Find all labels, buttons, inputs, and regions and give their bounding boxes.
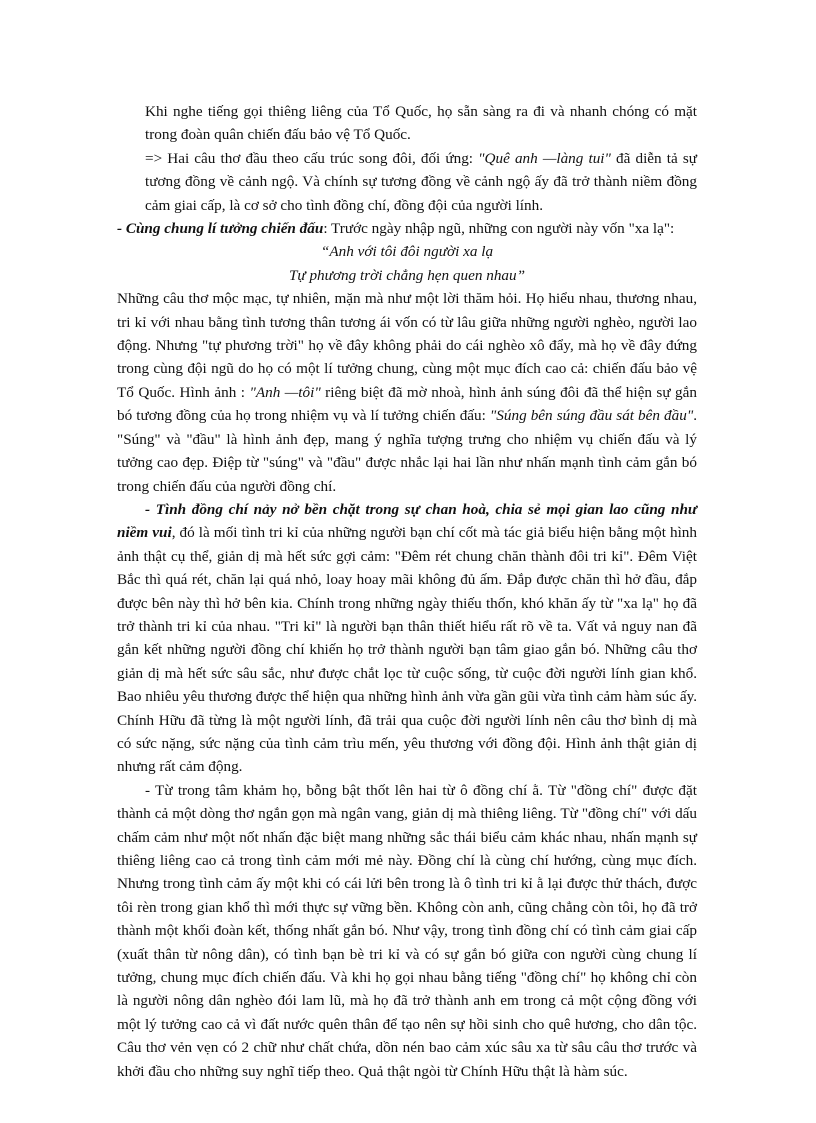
poem-line-1: “Anh với tôi đôi người xa lạ: [320, 243, 494, 261]
paragraph-2: [117, 147, 697, 217]
paragraph-1: Khi nghe tiếng gọi thiêng liêng của Tổ Quốc, họ sẵn sàng ra đi và nhanh chóng có mặt trong đoàn quân chiến đấu bảo vệ Tổ Quốc.: [145, 103, 697, 144]
section-1-text: : Trước ngày nhập ngũ, những con người này vốn "xa lạ":: [323, 220, 675, 238]
poem-line-2: Tự phương trời chẳng hẹn quen nhau”: [288, 266, 526, 284]
paragraph-3-b: riêng biệt đã mờ nhoà, hình ảnh súng đôi đã thể hiện sự gắn bó tương đồng của họ trong nhiệm vụ và lí tưởng chiến đấu:: [117, 383, 697, 425]
section-1: [117, 217, 697, 240]
section-2: [117, 498, 697, 779]
paragraph-2-rest: đã diễn tả sự tương đồng về cảnh ngộ. Và chính sự tương đồng về cảnh ngộ ấy đã trở thành niềm đồng cảm giai cấp, là cơ sở cho tình đồng chí, đồng đội của người lính.: [145, 149, 697, 214]
document-page: [117, 100, 697, 1083]
paragraph-3-emphasis-1: "Anh —tôi": [249, 383, 321, 401]
section-2-text: , đó là mối tình tri kỉ của những người bạn chí cốt mà tác giả biểu hiện bằng một hình ảnh thật cụ thể, giản dị mà hết sức gợi cảm: "Đêm rét chung chăn thành đôi tri kỉ". Đêm Việt Bắc thì quá rét, chăn lại quá nhỏ, loay hoay mãi không đủ ấm. Đắp được chăn thì hở đầu, đắp được bên này thì hở bên kia. Chính trong những ngày thiếu thốn, khó khăn ấy từ "xa lạ" họ đã trở thành tri kỉ của nhau. "Tri kỉ" là người bạn thân thiết hiểu rất rõ về ta. Vất vả nguy nan đã gắn kết những người đồng chí khiến họ trở thành người bạn tâm giao gắn bó. Những câu thơ giản dị mà hết sức sâu sắc, như được chắt lọc từ cuộc sống, từ cuộc đời người lính gian khổ. Bao nhiêu yêu thương được thể hiện qua những hình ảnh vừa gần gũi vừa tình cảm hàm súc ấy. Chính Hữu đã từng là một người lính, đã trải qua cuộc đời người lính nên câu thơ bình dị mà có sức nặng, sức nặng của tình cảm trìu mến, yêu thương với đồng đội. Hình ảnh thật giản dị nhưng rất cảm động.: [117, 524, 697, 776]
paragraph-2-prefix: => Hai câu thơ đầu theo cấu trúc song đôi, đối ứng:: [145, 149, 479, 167]
paragraph-3-a: Những câu thơ mộc mạc, tự nhiên, mặn mà như một lời thăm hỏi. Họ hiểu nhau, thương nhau, tri kỉ với nhau bằng tình tương thân tương ái vốn có từ lâu giữa những người nghèo, người lao động. Nhưng "tự phương trời" họ về đây không phải do cái nghèo xô đẩy, mà họ về đây đứng trong cùng đội ngũ do họ có một lí tưởng chung, cùng một mục đích cao cả: chiến đấu bảo vệ Tổ Quốc. Hình ảnh :: [117, 290, 697, 401]
section-2-heading: - Tình đồng chí nảy nở bền chặt trong sự chan hoà, chia sẻ mọi gian lao cũng như niềm vui: [117, 500, 697, 542]
paragraph-3-emphasis-2: "Súng bên súng đầu sát bên đầu": [489, 407, 694, 425]
section-1-heading: - Cùng chung lí tưởng chiến đấu: [117, 220, 324, 238]
paragraph-2-quote: "Quê anh —làng tui": [478, 149, 611, 167]
paragraph-3-c: . "Súng" và "đầu" là hình ảnh đẹp, mang ý nghĩa tượng trưng cho nhiệm vụ chiến đấu và lý tưởng cao đẹp. Điệp từ "súng" và "đầu" được nhắc lại hai lần như nhấn mạnh tình cảm gắn bó trong chiến đấu của người đồng chí.: [117, 407, 697, 495]
paragraph-5: - Từ trong tâm khảm họ, bỗng bật thốt lên hai từ ô đồng chí ằ. Từ "đồng chí" được đặt thành cả một dòng thơ ngắn gọn mà ngân vang, giản dị mà thiêng liêng. Từ "đồng chí" với dấu chấm cảm như một nốt nhấn đặc biệt mang những sắc thái biểu cảm khác nhau, nhấn mạnh sự thiêng liêng cao cả trong tình cảm mới mẻ này. Đồng chí là cùng chí hướng, cùng mục đích. Nhưng trong tình cảm ấy một khi có cái lửi bên trong là ô tình tri kỉ ằ lại được thử thách, được tôi rèn trong gian khổ thì mới thực sự vững bền. Không còn anh, cũng chẳng còn tôi, họ đã trở thành một khối đoàn kết, thống nhất gắn bó. Như vậy, trong tình đồng chí có tình cảm giai cấp (xuất thân từ nông dân), có tình bạn bè tri kỉ và có sự gắn bó giữa con người cùng chung lí tưởng, chung mục đích chiến đấu. Và khi họ gọi nhau bằng tiếng "đồng chí" họ không chỉ còn là người nông dân nghèo đói lam lũ, mà họ đã trở thành anh em trong cả một cộng đồng với một lý tưởng cao cả vì đất nước quên thân để tạo nên sự hồi sinh cho quê hương, cho dân tộc. Câu thơ vẻn vẹn có 2 chữ như chất chứa, dồn nén bao cảm xúc sâu xa từ sâu câu thơ trước và khởi đầu cho những suy nghĩ tiếp theo. Quả thật ngòi từ Chính Hữu thật là hàm súc.: [117, 781, 697, 1080]
paragraph-3: [117, 287, 697, 498]
